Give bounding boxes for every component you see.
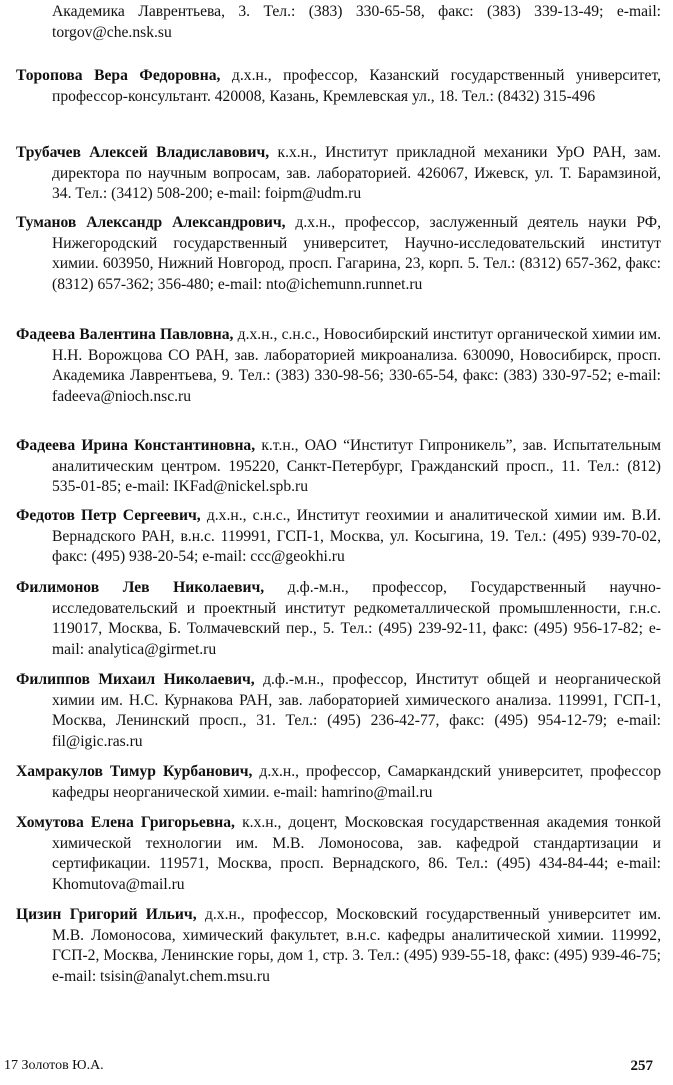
- footer-signature: 17 Золотов Ю.А.: [4, 1058, 104, 1073]
- entry-tumanov: [16, 213, 661, 295]
- entry-text: д.х.н., профессор, Московский государственный университет им. М.В. Ломоносова, химический факультет, в.н.с. кафедры аналитической химии. 119992, ГСП-2, Москва, Ленинские горы, дом 1, стр. 3. Тел.: (495) 939-55-18, факс: (495) 939-46-75; e-mail: tsisin@analyt.chem.msu.ru: [52, 906, 661, 985]
- entry-name: Торопова Вера Федоровна,: [16, 67, 221, 84]
- entry-text: д.х.н., профессор, Самаркандский университет, профессор кафедры неорганической химии. e-mail: hamrino@mail.ru: [52, 763, 661, 801]
- entry-name: Цизин Григорий Ильич,: [16, 906, 197, 923]
- continuation-text: Академика Лаврентьева, 3. Тел.: (383) 330-65-58, факс: (383) 339-13-49; e-mail: torgov@che.nsk.su: [52, 3, 661, 41]
- entry-name: Фадеева Валентина Павловна,: [16, 326, 234, 343]
- page-number: 257: [630, 1058, 653, 1074]
- entry-text: д.ф.-м.н., профессор, Институт общей и неорганической химии им. Н.С. Курнакова РАН, зав. лабораторией химического анализа. 119991, ГСП-1, Москва, Ленинский просп., 31. Тел.: (495) 236-42-77, факс: (495) 954-12-79; e-mail: fil@igic.ras.ru: [52, 671, 661, 750]
- entry-toropova: [16, 66, 661, 107]
- entry-tsizin: [16, 905, 661, 987]
- entry-name: Хомутова Елена Григорьевна,: [16, 814, 235, 831]
- entry-text: к.т.н., ОАО “Институт Гипроникель”, зав. Испытательным аналитическим центром. 195220, Санкт-Петербург, Гражданский просп., 11. Тел.: (812) 535-01-85; e-mail: IKFad@nickel.spb.ru: [52, 437, 661, 496]
- entry-text: д.х.н., профессор, заслуженный деятель науки РФ, Нижегородский государственный университет, Научно-исследовательский институт химии. 603950, Нижний Новгород, просп. Гагарина, 23, корп. 5. Тел.: (8312) 657-362, факс: (8312) 657-362; 356-480; e-mail: nto@ichemunn.runnet.ru: [52, 214, 661, 293]
- entry-filippov: [16, 670, 661, 752]
- entry-text: к.х.н., доцент, Московская государственная академия тонкой химической технологии им. М.В. Ломоносова, зав. кафедрой стандартизации и сертификации. 119571, Москва, просп. Вернадского, 86. Тел.: (495) 434-84-44; e-mail: Khomutova@mail.ru: [52, 814, 661, 893]
- entry-text: д.ф.-м.н., профессор, Государственный научно-исследовательский и проектный институт редкометаллической промышленности, г.н.с. 119017, Москва, Б. Толмачевский пер., 5. Тел.: (495) 239-92-11, факс: (495) 956-17-82; e-mail: analytica@girmet.ru: [52, 579, 661, 658]
- entry-khomutova: [16, 813, 661, 895]
- entry-fadeeva-v: [16, 325, 661, 407]
- entry-fadeeva-i: [16, 436, 661, 498]
- entry-fedotov: [16, 506, 661, 568]
- entry-name: Туманов Александр Александрович,: [16, 214, 286, 231]
- entry-name: Фадеева Ирина Константиновна,: [16, 437, 256, 454]
- entry-filimonov: [16, 578, 661, 660]
- entry-name: Филиппов Михаил Николаевич,: [16, 671, 255, 688]
- entry-trubachev: [16, 143, 661, 205]
- entry-text: д.х.н., с.н.с., Новосибирский институт органической химии им. Н.Н. Ворожцова СО РАН, зав. лабораторией микроанализа. 630090, Новосибирск, просп. Академика Лаврентьева, 9. Тел.: (383) 330-98-56; 330-65-54, факс: (383) 330-97-52; e-mail: fadeeva@nioch.nsc.ru: [52, 326, 661, 405]
- entry-text: к.х.н., Институт прикладной механики УрО РАН, зам. директора по научным вопросам, зав. лабораторией. 426067, Ижевск, ул. Т. Барамзиной, 34. Тел.: (3412) 508-200; e-mail: foipm@udm.ru: [52, 144, 662, 203]
- entry-name: Филимонов Лев Николаевич,: [16, 579, 265, 596]
- entry-name: Трубачев Алексей Владиславович,: [16, 144, 270, 161]
- entry-text: д.х.н., профессор, Казанский государственный университет, профессор-консультант. 420008, Казань, Кремлевская ул., 18. Тел.: (8432) 315-496: [52, 67, 661, 105]
- entry-name: Федотов Петр Сергеевич,: [16, 507, 201, 524]
- entry-khamrakulov: [16, 762, 661, 803]
- entry-text: д.х.н., с.н.с., Институт геохимии и аналитической химии им. В.И. Вернадского РАН, в.н.с. 119991, ГСП-1, Москва, ул. Косыгина, 19. Тел.: (495) 939-70-02, факс: (495) 938-20-54; e-mail: ccc@geokhi.ru: [52, 507, 661, 566]
- entry-name: Хамракулов Тимур Курбанович,: [16, 763, 253, 780]
